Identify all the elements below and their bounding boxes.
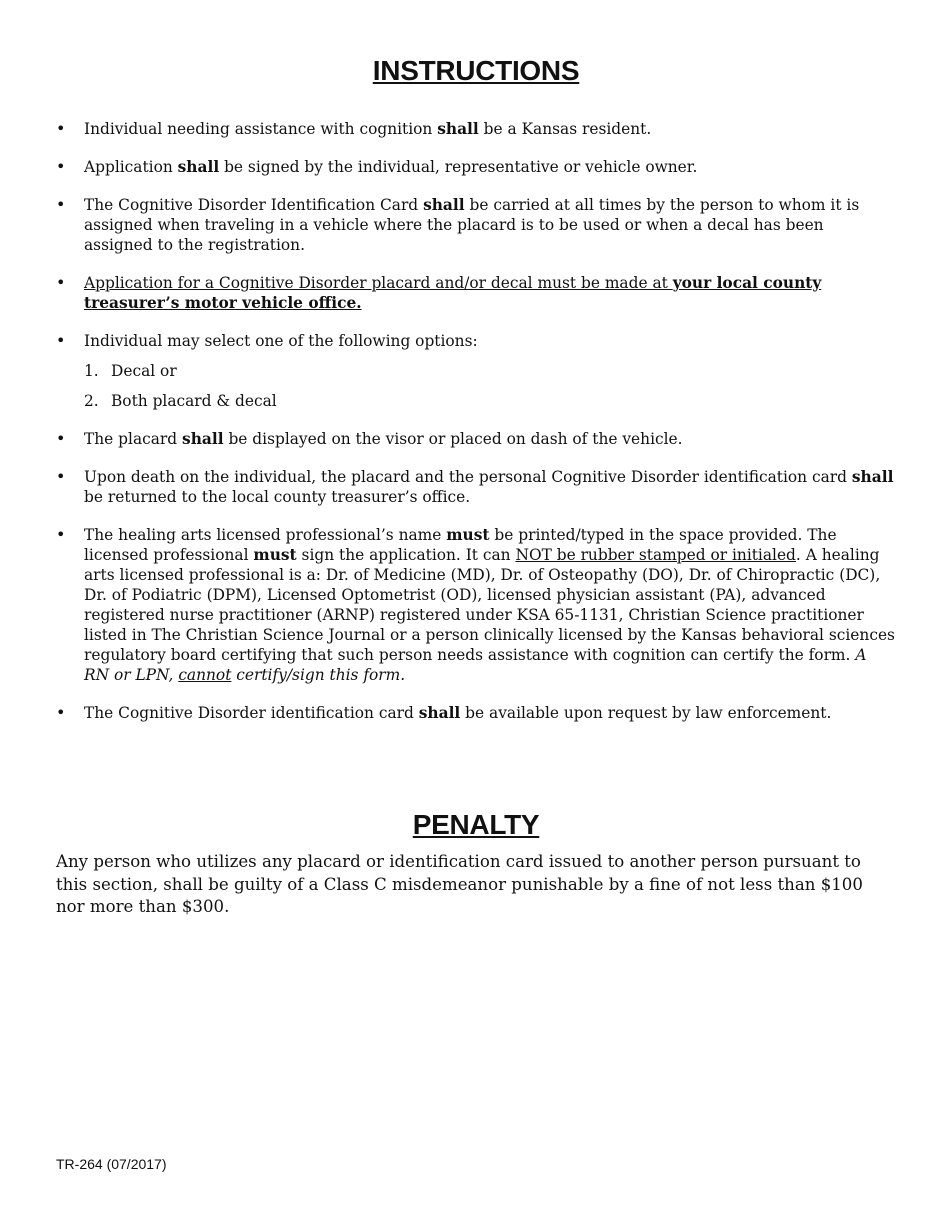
instruction-display: • The placard shall be displayed on the visor or placed on dash of the vehicle.: [56, 429, 896, 449]
instructions-list: [56, 119, 896, 741]
instructions-heading: INSTRUCTIONS: [372, 55, 580, 86]
option-decal: 1. Decal or: [84, 362, 177, 380]
instruction-options: • Individual may select one of the following options: 1. Decal or 2. Both placard & decal: [56, 331, 896, 411]
penalty-heading: PENALTY: [412, 809, 540, 840]
options-list: [84, 361, 896, 411]
instruction-signature: • Application shall be signed by the individual, representative or vehicle owner.: [56, 157, 896, 177]
instruction-law-enforcement: • The Cognitive Disorder identification card shall be available upon request by law enforcement.: [56, 703, 896, 723]
instruction-application-location: • Application for a Cognitive Disorder placard and/or decal must be made at your local county treasurer’s motor vehicle office.: [56, 273, 896, 313]
form-number: TR-264 (07/2017): [56, 1156, 167, 1172]
instruction-return-on-death: • Upon death on the individual, the placard and the personal Cognitive Disorder identification card shall be returned to the local county treasurer’s office.: [56, 467, 896, 507]
instruction-residency: • Individual needing assistance with cognition shall be a Kansas resident.: [56, 119, 896, 139]
option-placard-and-decal: 2. Both placard & decal: [84, 392, 277, 410]
instruction-id-card: • The Cognitive Disorder Identification Card shall be carried at all times by the person to whom it is assigned when traveling in a vehicle where the placard is to be used or when a decal has been assigned to the registration.: [56, 195, 896, 255]
instruction-professional-certification: • The healing arts licensed professional’s name must be printed/typed in the space provided. The licensed professional must sign the application. It can NOT be rubber stamped or initialed. A healing arts licensed professional is a: Dr. of Medicine (MD), Dr. of Osteopathy (DO), Dr. of Chiropractic (DC), Dr. of Podiatric (DPM), Licensed Optometrist (OD), licensed physician assistant (PA), advanced registered nurse practitioner (ARNP) registered under KSA 65-1131, Christian Science practitioner listed in The Christian Science Journal or a person clinically licensed by the Kansas behavioral sciences regulatory board certifying that such person needs assistance with cognition can certify the form. A RN or LPN, cannot certify/sign this form.: [56, 525, 896, 685]
penalty-text: Any person who utilizes any placard or identification card issued to another person pursuant to this section, shall be guilty of a Class C misdemeanor punishable by a fine of not less than $100 nor more than $300.: [56, 852, 863, 916]
